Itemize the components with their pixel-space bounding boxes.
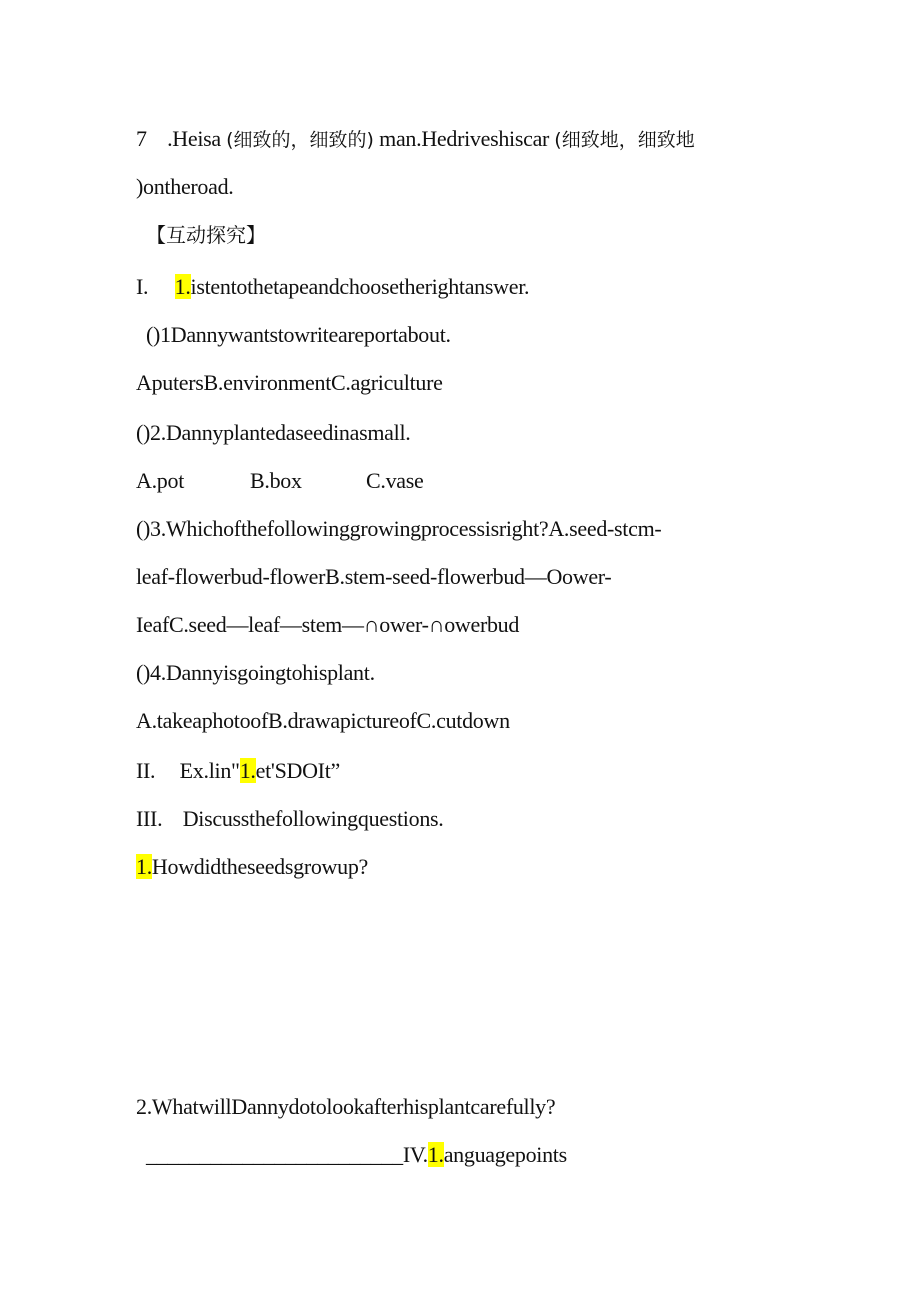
part-3-heading bbox=[136, 804, 443, 834]
heading-text: et'SDOIt” bbox=[255, 758, 340, 783]
line-text: .Heisa bbox=[167, 126, 221, 151]
question-4-options: A.takeaphotoofB.drawapictureofC.cutdown bbox=[136, 708, 510, 733]
question-4: ()4.Dannyisgoingtohisplant. bbox=[136, 660, 375, 685]
roman-numeral: IV. bbox=[402, 1142, 428, 1167]
heading-text: Discussthefollowingquestions. bbox=[182, 806, 444, 831]
roman-numeral: II. bbox=[136, 758, 156, 783]
line-7 bbox=[136, 124, 695, 155]
chinese-hint: (细致的，细致的) bbox=[226, 129, 374, 151]
question-text: Howdidtheseedsgrowup? bbox=[151, 854, 369, 879]
part-2-heading bbox=[136, 756, 340, 786]
question-2: ()2.Dannyplantedaseedinasmall. bbox=[136, 420, 411, 445]
question-1-options: AputersB.environmentC.agriculture bbox=[136, 370, 443, 395]
highlighted-number: 1. bbox=[239, 758, 256, 783]
question-3-line-2: leaf-flowerbud-flowerB.stem-seed-flowerbud—Oower- bbox=[136, 564, 612, 589]
line-7-continued: )ontheroad. bbox=[136, 174, 234, 199]
highlighted-number: 1. bbox=[136, 854, 152, 879]
question-2-options bbox=[136, 466, 423, 496]
answer-blank: ________________________ bbox=[146, 1142, 403, 1167]
discussion-question-1 bbox=[136, 852, 368, 882]
roman-numeral: I. bbox=[136, 274, 149, 299]
option-c: C.vase bbox=[366, 468, 424, 493]
question-1: ()1Dannywantstowriteareportabout. bbox=[146, 322, 451, 347]
item-number: 7 bbox=[136, 126, 147, 151]
option-b: B.box bbox=[250, 468, 302, 493]
discussion-question-2: 2.WhatwillDannydotolookafterhisplantcarefully? bbox=[136, 1094, 556, 1119]
part-4-line bbox=[146, 1140, 567, 1170]
highlighted-number: 1. bbox=[427, 1142, 444, 1167]
highlighted-number: 1. bbox=[174, 274, 191, 299]
question-3-line-1: ()3.Whichofthefollowinggrowingprocessisright?A.seed-stcm- bbox=[136, 516, 662, 541]
heading-text: Ex.lin" bbox=[179, 758, 240, 783]
heading-text: anguagepoints bbox=[443, 1142, 567, 1167]
option-a: A.pot bbox=[136, 468, 185, 493]
chinese-hint: (细致地，细致地 bbox=[554, 129, 695, 151]
heading-text: istentothetapeandchoosetherightanswer. bbox=[190, 274, 530, 299]
roman-numeral: III. bbox=[136, 806, 163, 831]
part-1-heading bbox=[136, 272, 529, 302]
section-header: 【互动探究】 bbox=[146, 223, 266, 247]
question-3-line-3: IeafC.seed—leaf—stem—∩ower-∩owerbud bbox=[136, 612, 520, 637]
line-text: man.Hedriveshiscar bbox=[379, 126, 550, 151]
